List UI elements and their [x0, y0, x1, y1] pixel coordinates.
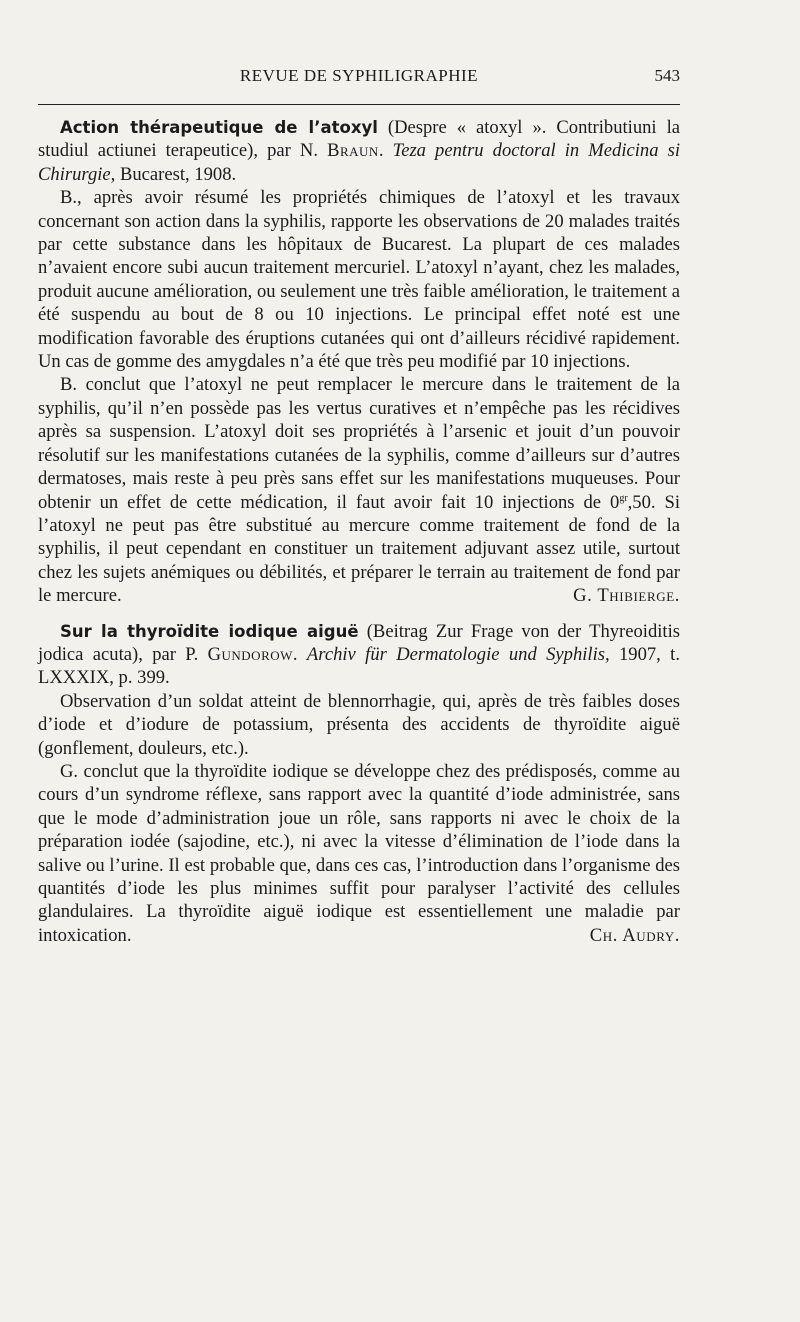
article-atoxyl — [38, 116, 680, 608]
reference-text: . — [292, 643, 307, 665]
paragraph — [38, 760, 680, 947]
author-name: Gundorow — [207, 643, 293, 665]
article-title: Sur la thyroïdite iodique aiguë — [60, 621, 359, 641]
paragraph — [38, 373, 680, 607]
running-title: REVUE DE SYPHILIGRAPHIE — [239, 66, 479, 85]
signature: Ch. Audry. — [589, 924, 680, 946]
reference-text: Bucarest, 1908. — [115, 163, 237, 185]
body-text — [38, 116, 680, 959]
article-heading — [38, 116, 680, 186]
paragraph-text: G. conclut que la thyroïdite iodique se développe chez des prédisposés, comme au cours d’un syndrome réflexe, sans rapport avec la quantité d’iode administrée, sans que le mode d’administration joue un rôle, sans rapports ni avec le choix de la préparation iodée (sajodine, etc.), ni avec la vitesse d’élimination de l’iode dans la salive ou l’urine. Il est probable que, dans ces cas, l’introduction dans l’organisme des quantités d’iode les plus minimes suffit pour paralyser l’activité des cellules glandulaires. La thyroïdite aiguë iodique est essentiellement une maladie par intoxication. — [38, 760, 680, 946]
header-rule — [38, 104, 680, 105]
source-title: Archiv für Dermatologie und Syphilis, — [306, 643, 610, 665]
reference-text: . — [378, 140, 393, 162]
source-title: Teza pentru doctoral in Medicina si Chirurgie, — [38, 140, 681, 185]
paragraph: B., après avoir résumé les propriétés chimiques de l’atoxyl et les travaux concernant son action dans la syphilis, rapporte les observations de 20 malades traités par cette substance dans les hôpitaux de Bucarest. La plupart de ces malades n’avaient encore subi aucun traitement mercuriel. L’atoxyl n’ayant, chez les malades, produit aucune amélioration, ou seulement une très faible amélioration, le traitement a été suspendu au bout de 8 ou 10 injections. Le principal effet noté est une modification favorable des éruptions cutanées qui ont d’ailleurs récidivé rapidement. Un cas de gomme des amygdales n’a été que très peu modifié par 10 injections. — [38, 187, 680, 373]
reference-text: (Despre « atoxyl ». Contributiuni la studiul actiunei terapeutice), par N. — [38, 117, 680, 162]
article-heading — [38, 620, 680, 690]
article-thyroidite — [38, 620, 680, 948]
unit-superscript: gr — [619, 492, 628, 504]
page-number: 543 — [654, 66, 680, 85]
author-name: Braun — [327, 140, 379, 162]
signature: G. Thibierge. — [573, 585, 680, 607]
paragraph-text: ,50. Si l’atoxyl ne peut pas être substitué au mercure comme traitement de fond de la syphilis, il peut cependant en constituer un traitement adjuvant assez utile, surtout chez les sujets anémiques ou débilités, et préparer le terrain au traitement de fond par le mercure. — [38, 491, 681, 607]
article-title: Action thérapeutique de l’atoxyl — [60, 118, 378, 137]
running-head — [38, 66, 680, 94]
reference-text: (Beitrag Zur Frage von der Thyreoiditis jodica acuta), par P. — [38, 620, 680, 665]
paragraph: Observation d’un soldat atteint de blennorrhagie, qui, après de très faibles doses d’iode et d’iodure de potassium, présenta des accidents de thyroïdite aiguë (gonflement, douleurs, etc.). — [38, 690, 680, 759]
paragraph-text: B. conclut que l’atoxyl ne peut remplacer le mercure dans le traitement de la syphilis, qu’il n’en possède pas les vertus curatives et n’empêche pas les récidives après sa suspension. L’atoxyl doit ses propriétés à l’arsenic et jouit d’un pouvoir résolutif sur les manifestations cutanées de la syphilis, comme d’ailleurs sur d’autres dermatoses, mais reste à peu près sans effet sur les manifestations muqueuses. Pour obtenir un effet de cette médication, il faut avoir fait 10 injections de 0 — [38, 374, 680, 513]
reference-text: 1907, t. LXXXIX, p. 399. — [38, 643, 680, 689]
